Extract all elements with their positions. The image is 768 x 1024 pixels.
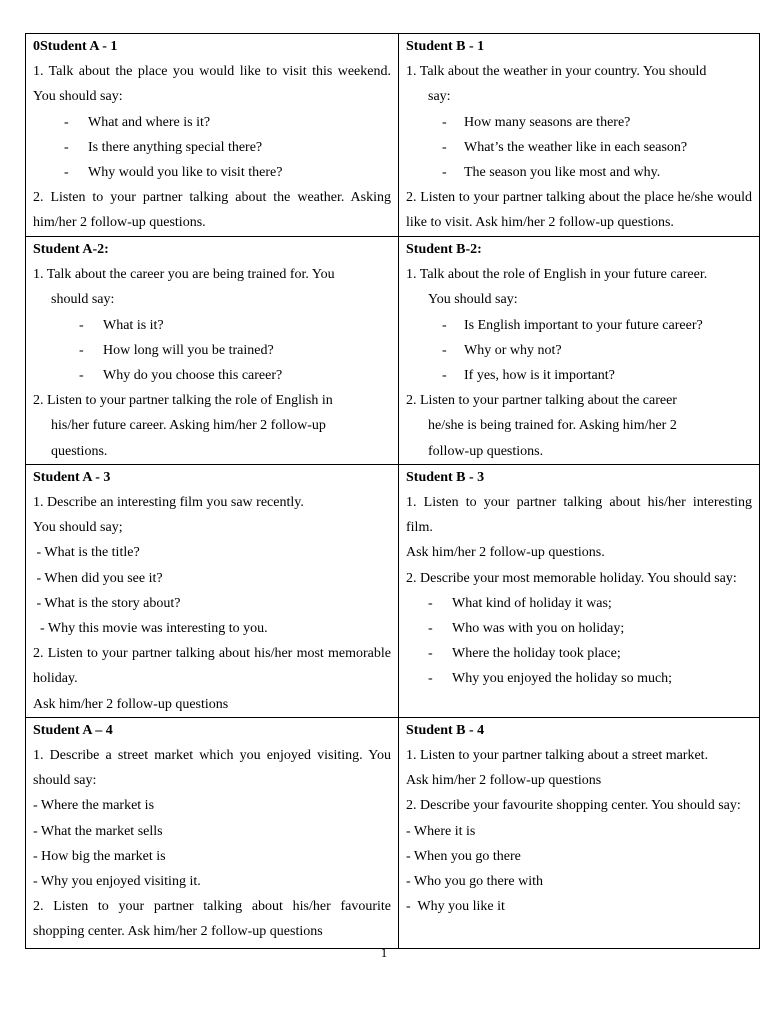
student-a-2-title: Student A-2: [33,242,109,257]
student-a-4-item: - What the market sells [33,823,163,839]
student-a-1-cell [26,34,399,237]
student-b-2-bullet: - Why or why not? [442,342,562,358]
student-b-3-bullet: - Why you enjoyed the holiday so much; [428,671,673,687]
student-b-3-line-2: Ask him/her 2 follow-up questions. [406,545,605,561]
task-row-1 [26,34,760,237]
student-b-1-bullet: - What’s the weather like in each season? [442,139,688,155]
student-a-1-bullet: - Why would you like to visit there? [64,165,283,181]
student-a-3-last: Ask him/her 2 follow-up questions [33,696,229,712]
student-a-2-outro-cont: his/her future career. Asking him/her 2 follow-up [51,418,326,434]
student-b-1-intro-cont: say: [428,89,451,105]
student-a-3-title: Student A - 3 [33,469,111,485]
student-b-3-line-3: 2. Describe your most memorable holiday. You should say: [406,570,737,586]
student-b-1-bullet: - The season you like most and why. [442,165,661,181]
student-a-4-item: - How big the market is [33,848,166,864]
student-b-3-bullet: - Where the holiday took place; [428,646,621,662]
student-b-4-item: - Where it is [406,823,476,839]
student-a-1-title: 0Student A - 1 [33,39,118,54]
student-b-3-bullet: - Who was with you on holiday; [428,621,625,637]
student-b-2-intro-cont: You should say: [428,292,518,308]
student-b-2-outro-end: follow-up questions. [428,443,544,459]
student-a-3-item: - When did you see it? [33,570,163,586]
student-a-1-bullet: - Is there anything special there? [64,139,263,155]
task-row-2 [26,237,760,465]
student-a-2-bullet: - What is it? [79,317,164,333]
student-a-3-item: - What is the title? [33,545,140,561]
student-b-4-line-2: Ask him/her 2 follow-up questions [406,773,602,789]
student-b-2-bullet: - If yes, how is it important? [442,368,615,384]
student-b-4-title: Student B - 4 [406,722,485,738]
student-b-2-outro: 2. Listen to your partner talking about the career [406,393,677,409]
student-b-4-item: - Why you like it [406,899,505,915]
task-row-4 [26,717,760,948]
student-a-2-bullet: - Why do you choose this career? [79,368,283,384]
student-b-3-title: Student B - 3 [406,469,485,485]
student-a-2-outro-end: questions. [51,443,108,459]
student-b-4-item: - Who you go there with [406,874,543,890]
student-a-1-outro: 2. Listen to your partner talking about the weather. Asking him/her 2 follow-up questions. [33,190,391,231]
student-a-4-title: Student A – 4 [33,722,113,738]
student-a-3-line-1: 1. Describe an interesting film you saw recently. [33,495,304,511]
student-b-2-intro: 1. Talk about the role of English in your future career. [406,267,708,283]
student-b-1-bullet: - How many seasons are there? [442,114,631,130]
student-a-2-intro: 1. Talk about the career you are being trained for. You [33,267,335,283]
student-a-4-cell [26,717,399,948]
student-b-4-line-1: 1. Listen to your partner talking about a street market. [406,748,709,764]
student-b-3-cell [399,464,760,717]
student-b-2-outro-cont: he/she is being trained for. Asking him/her 2 [428,418,677,434]
page-number: 1 [380,945,388,960]
student-a-2-cell [26,237,399,465]
student-a-2-bullet: - How long will you be trained? [79,342,274,358]
student-b-1-title: Student B - 1 [406,39,485,54]
student-a-2-outro: 2. Listen to your partner talking the role of English in [33,393,333,409]
student-b-3-bullet: - What kind of holiday it was; [428,595,612,611]
student-a-1-bullet: - What and where is it? [64,114,211,130]
task-row-3 [26,464,760,717]
speaking-task-table [25,33,760,949]
student-b-3-line-1: 1. Listen to your partner talking about his/her interesting film. [406,495,752,536]
student-b-1-intro: 1. Talk about the weather in your country. You should [406,64,707,80]
student-a-4-item: - Why you enjoyed visiting it. [33,874,201,890]
student-b-2-title: Student B-2: [406,242,482,257]
student-a-3-outro: 2. Listen to your partner talking about his/her most memorable holiday. [33,646,391,687]
student-a-4-outro: 2. Listen to your partner talking about his/her favourite shopping center. Ask him/her 2 follow-up questions [33,899,391,940]
student-a-3-cell [26,464,399,717]
student-b-2-bullet: - Is English important to your future career? [442,317,703,333]
student-a-3-line-2: You should say; [33,520,123,536]
student-b-4-line-3: 2. Describe your favourite shopping center. You should say: [406,798,741,814]
student-a-4-item: - Where the market is [33,798,155,814]
student-b-4-item: - When you go there [406,848,521,864]
student-a-1-intro: 1. Talk about the place you would like to visit this weekend. You should say: [33,64,391,105]
student-a-4-line-1: 1. Describe a street market which you enjoyed visiting. You should say: [33,748,391,789]
student-b-2-cell [399,237,760,465]
student-b-4-cell [399,717,760,948]
student-a-3-item: - What is the story about? [33,595,181,611]
student-b-1-outro: 2. Listen to your partner talking about the place he/she would like to visit. Ask him/her 2 follow-up questions. [406,190,752,231]
student-b-1-cell [399,34,760,237]
student-a-2-intro-cont: should say: [51,292,115,308]
student-a-3-item: - Why this movie was interesting to you. [33,621,268,637]
